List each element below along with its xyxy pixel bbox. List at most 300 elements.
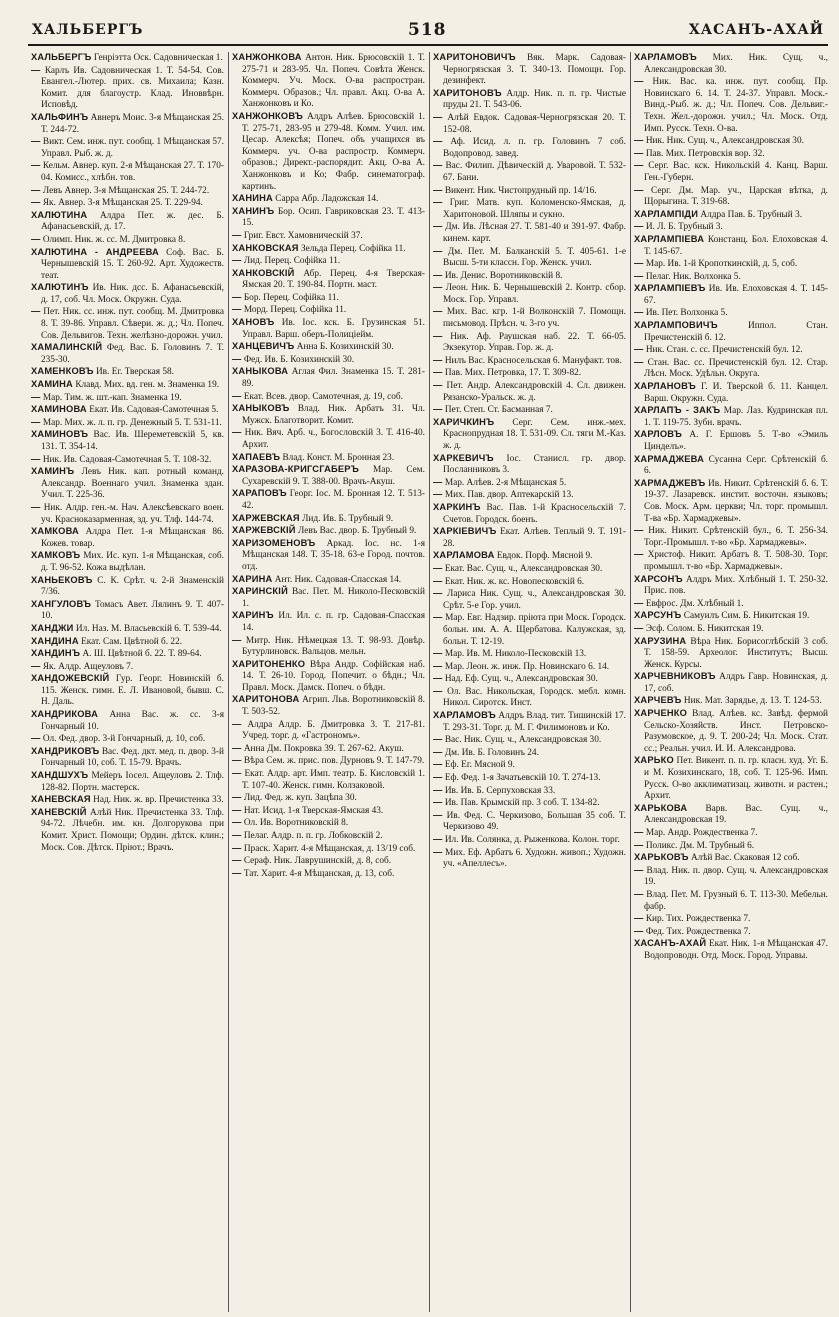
- entry-details: Ив. Ег. Тверская 58.: [95, 367, 174, 378]
- entry-surname: ХАНДИНЪ: [31, 648, 81, 659]
- directory-entry: [433, 380, 626, 404]
- entry-details: Леон. Ник. Б. Чернышевскій 2. Контр. сбор. Моск. Гор. Управл.: [443, 283, 626, 305]
- directory-entry: [31, 234, 224, 247]
- entry-details: Над. Еф. Сущ. ч., Александровская 30.: [444, 674, 598, 685]
- entry-details: Мар. Мих. ж. л. п. гр. Денежный 5. Т. 531-11.: [42, 417, 222, 428]
- entry-surname: —: [232, 304, 242, 315]
- entry-details: Алдра Пет. ж. дес. Б. Афанасьевскій, д. 17.: [41, 210, 224, 233]
- entry-details: Аркад. Іос. нс. 1-я Мѣщанская 148. Т. 35-18. 63-е Город. почтов. отд.: [242, 538, 426, 572]
- entry-surname: ХАМИНОВЪ: [31, 429, 89, 440]
- entry-details: Ив. Ник. дсс. Б. Афанасьевскій, д. 17, соб. Чл. Моск. Окружн. Суда.: [41, 283, 224, 305]
- directory-entry: [232, 230, 425, 243]
- entry-surname: ХАРЖЕВСКІЙ: [232, 525, 296, 536]
- entry-details: Пелаг. Алдр. п. п. гр. Лобковскій 2.: [243, 831, 383, 841]
- directory-entry: [433, 502, 626, 526]
- entry-details: Гур. Георг. Новинскій б. 115. Женск. гимн. Е. Л. Ивановой, бывш. С. Н. Даль.: [41, 674, 224, 708]
- entry-surname: ХАРЖЕВСКАЯ: [232, 512, 300, 523]
- entry-surname: ХАНЬЕКОВЪ: [31, 574, 93, 585]
- entry-details: Екат. Алдр. арт. Имп. театр. Б. Кисловскій 1. Т. 107-40. Женск. гимн. Колзаковой.: [242, 769, 425, 791]
- directory-entry: [232, 635, 425, 659]
- directory-entry: [433, 355, 626, 368]
- entry-surname: —: [634, 549, 644, 560]
- directory-entry: [634, 708, 828, 755]
- entry-surname: ХАРЬКОВЪ: [634, 852, 689, 863]
- entry-details: Евфрос. Дм. Хлѣбный 1.: [645, 598, 744, 609]
- entry-surname: ХАРЬКО: [634, 755, 674, 766]
- entry-details: Ник. Вас. ка. инж. пут. сообщ. Пр. Новинскаго 6. 14. Т. 24-37. Управл. Моск.-Винд.-Рыб. ж. д.; Чл. Попеч. Сов. Дельвиг.-Техн. Жел.-дорожн. учил.; Чл. Моск. Отд. Имп. Русск. Техн. О-ва.: [644, 77, 828, 134]
- entry-surname: ХАНДЖИ: [31, 622, 74, 633]
- entry-details: Ол. Фед. двор. 3-й Гончарный, д. 10, соб.: [42, 734, 206, 745]
- directory-entry: [433, 136, 626, 160]
- entry-details: Влад. Конст. М. Бронная 23.: [282, 452, 395, 463]
- directory-entry: [433, 550, 626, 563]
- entry-details: Мар. Тим. ж. шт.-кап. Знаменка 19.: [42, 392, 182, 403]
- entry-details: Христоф. Никит. Арбатъ 8. Т. 508-30. Торг. промышл. т-во «Бр. Хармаджевы».: [644, 550, 828, 572]
- directory-entry: [31, 342, 224, 366]
- directory-entry: [232, 111, 425, 193]
- entry-surname: —: [433, 489, 443, 500]
- directory-entry: [634, 840, 828, 853]
- column-4: [631, 52, 832, 1312]
- directory-entry: [433, 112, 626, 136]
- entry-surname: —: [433, 160, 443, 171]
- entry-details: Серг. Дм. Мар. уч., Царская вѣтка, д. Щорыгина. Т. 319-68.: [644, 185, 828, 208]
- entry-details: А. Ш. Цвѣтной б. 22. Т. 89-64.: [82, 649, 202, 660]
- directory-entry: [433, 734, 626, 747]
- directory-entry: [232, 354, 425, 367]
- entry-details: Алдра Алдр. Б. Дмитровка 3. Т. 217-81. Учред. торг. д. «Гастрономъ».: [242, 719, 425, 742]
- entry-surname: ХАНДОЖЕВСКІЙ: [31, 673, 110, 684]
- entry-surname: —: [232, 804, 242, 815]
- entry-surname: ХАРУЗИНА: [634, 635, 687, 646]
- entry-details: Нилъ Вас. Красносельская 6. Мануфакт. тов.: [444, 355, 622, 366]
- directory-entry: [634, 221, 828, 234]
- entry-details: Пет. Степ. Ст. Басманная 7.: [444, 405, 553, 416]
- entry-details: Вѣра Андр. Софійская наб. 14. Т. 26-10. Город. Попечит. о бѣдн.; Чл. Правл. Моск. Дамск. Попеч. о бѣдн.: [242, 659, 425, 693]
- entry-surname: ХАРИНСКІЙ: [232, 586, 288, 597]
- directory-entry: [232, 341, 425, 354]
- entry-details: Іос. Станисл. гр. двор. Посланниковъ 3.: [443, 453, 626, 476]
- entry-surname: ХАЛЮТИНЪ: [31, 282, 89, 293]
- directory-entry: [232, 817, 425, 830]
- entry-surname: ХАРЛАМОВЪ: [433, 710, 496, 721]
- entry-details: Екат. Всев. двор. Самотечная, д. 19, соб.: [243, 391, 403, 402]
- directory-entry: [31, 733, 224, 746]
- entry-details: Тат. Харит. 4-я Мѣщанская, д. 13, соб.: [243, 868, 395, 879]
- entry-surname: ХАНДРИКОВА: [31, 709, 99, 720]
- entry-surname: ХАНЕВСКІЙ: [31, 806, 87, 817]
- entry-surname: —: [232, 427, 242, 438]
- entry-details: Пав. Мих. Петровскія вор. 32.: [645, 148, 765, 159]
- directory-entry: [232, 610, 425, 634]
- directory-entry: [31, 210, 224, 234]
- entry-details: Мих. Ник. Сущ. ч., Александровская 30.: [644, 53, 828, 75]
- entry-details: Вас. Ив. Шереметевскій 5, кв. 131. Т. 354-14.: [41, 430, 224, 452]
- directory-entry: [232, 304, 425, 317]
- directory-entry: [31, 429, 224, 453]
- directory-entry: [433, 367, 626, 380]
- entry-details: Вас. Филип. Дѣвическій д. Уваровой. Т. 532-67. Бани.: [443, 161, 626, 183]
- entry-surname: —: [433, 648, 443, 659]
- entry-details: Пав. Мих. Петровка, 17. Т. 309-82.: [444, 368, 582, 379]
- entry-details: Морд. Перец. Софійка 11.: [243, 305, 347, 316]
- directory-entry: [232, 255, 425, 268]
- entry-details: Вяк. Марк. Садовая-Черногрязская 3. Т. 340-13. Помощн. Гор. дезинфект.: [443, 53, 627, 87]
- entry-details: Алдръ Гавр. Новинская, д. 17, соб.: [644, 672, 828, 694]
- entry-details: Стан. Вас. сс. Пречистенскій бул. 12. Стар. Лѣсн. Моск. Удѣльн. Округа.: [644, 357, 829, 380]
- entry-surname: ХАРЛАМПІДИ: [634, 208, 699, 219]
- directory-entry: [634, 405, 828, 429]
- directory-entry: [433, 834, 626, 847]
- entry-details: Абр. Перец. 4-я Тверская-Ямская 20. Т. 190-84. Портн. маст.: [242, 268, 425, 291]
- entry-details: Ив. Пет. Волхонка 5.: [645, 308, 728, 319]
- directory-entry: [634, 827, 828, 840]
- entry-surname: —: [634, 827, 644, 837]
- entry-details: Кир. Тих. Рождественка 7.: [645, 914, 751, 925]
- directory-entry: [232, 586, 425, 610]
- entry-surname: ХАНДРИКОВЪ: [31, 745, 100, 756]
- directory-entry: [433, 686, 626, 710]
- entry-surname: —: [433, 685, 443, 696]
- directory-entry: [634, 623, 828, 636]
- entry-details: Левъ Вас. двор. Б. Трубный 9.: [297, 526, 417, 537]
- directory-entry: [433, 759, 626, 772]
- directory-entry: [433, 648, 626, 661]
- directory-entry: [433, 52, 626, 88]
- entry-surname: ХАРИЧКИНЪ: [433, 416, 495, 427]
- entry-surname: —: [634, 913, 644, 924]
- entry-details: И. Л. Б. Трубный 3.: [645, 222, 723, 233]
- entry-surname: —: [232, 390, 242, 401]
- entry-details: Самуилъ Сим. Б. Никитская 19.: [683, 611, 810, 622]
- directory-entry: [232, 525, 425, 538]
- entry-surname: —: [433, 380, 443, 391]
- directory-entry: [634, 926, 828, 939]
- entry-details: Як. Авнер. 3-я Мѣщанская 25. Т. 229-94.: [42, 198, 203, 209]
- directory-entry: [433, 331, 626, 355]
- directory-entry: [31, 112, 224, 136]
- entry-surname: ХАРИНА: [232, 573, 273, 584]
- entry-surname: —: [634, 258, 644, 269]
- entry-surname: —: [634, 147, 644, 158]
- entry-details: Ив. Пав. Крымскій пр. 3 соб. Т. 134-82.: [444, 798, 600, 809]
- entry-details: Еф. Ег. Мясной 9.: [444, 760, 515, 771]
- entry-details: Алдр. Ник. п. п. гр. Чистые пруды 21. Т. 543-06.: [443, 88, 627, 111]
- entry-surname: ХАПАЕВЪ: [232, 451, 281, 462]
- entry-surname: —: [31, 660, 41, 671]
- entry-details: Алѣй Вас. Скаковая 12 соб.: [690, 853, 800, 864]
- directory-entry: [232, 206, 425, 230]
- entry-surname: ХАРИТОНОВЪ: [433, 87, 502, 98]
- entry-surname: —: [433, 184, 443, 195]
- entry-details: Ив. Фед. С. Черкизово, Большая 35 соб. Т. Черкизово 49.: [443, 810, 626, 833]
- entry-surname: ХАНИНЪ: [232, 205, 275, 216]
- entry-details: А. Г. Ершовъ 5. Т-во «Эмиль Цинделъ».: [644, 430, 829, 452]
- entry-details: Фед. Тих. Рождественка 7.: [645, 926, 751, 937]
- directory-entry: [232, 488, 425, 512]
- entry-surname: —: [232, 855, 242, 866]
- entry-details: Ол. Вас. Никольская, Городск. мебл. комн. Никол. Сиротск. Инст.: [443, 686, 626, 709]
- directory-entry: [232, 427, 425, 451]
- entry-details: Бор. Перец. Софійка 11.: [243, 292, 339, 303]
- directory-entry: [634, 478, 828, 525]
- entry-details: Авнеръ Моис. 3-я Мѣщанская 25. Т. 244-72.: [41, 112, 224, 135]
- entry-details: Алѣй Ник. Пречистенка 33. Тлф. 94-72. Лѣчебн. им. кн. Долгорукова при Комит. Христ. Помощи; Ордин. дѣтск. клин.; Моск. Сов. Дѣтск. Пріют.; Врачъ.: [41, 807, 225, 853]
- entry-surname: ХАНДИНА: [31, 635, 79, 646]
- entry-details: Кельм. Авнер. куп. 2-я Мѣщанская 27. Т. 170-04. Комисс., хлѣбн. тов.: [41, 161, 225, 183]
- directory-entry: [31, 673, 224, 709]
- entry-surname: ХАЛЮТИНА - АНДРЕЕВА: [31, 246, 159, 257]
- entry-surname: —: [232, 229, 242, 240]
- entry-details: Влад. Алѣев. кс. Завѣд. фермой Сельско-Хозяйств. Инст. Петровско-Разумовское, д. 9. Т. 200-24; Чл. Моск. Стат. сс.; Реальн. учил. И. И. Александрова.: [644, 709, 828, 754]
- directory-entry: [232, 193, 425, 206]
- entry-details: Екат. Ив. Садовая-Самотечная 5.: [89, 405, 219, 416]
- directory-entry: [232, 574, 425, 587]
- directory-entry: [634, 755, 828, 802]
- directory-entry: [232, 538, 425, 574]
- directory-entry: [232, 403, 425, 427]
- entry-details: Мейеръ Іосел. Ащеуловъ 2. Тлф. 128-82. Портн. мастерск.: [41, 771, 224, 793]
- directory-entry: [634, 574, 828, 598]
- directory-entry: [232, 391, 425, 404]
- entry-details: Г. И. Тверской б. 11. Канцел. Варш. Окружн. Суда.: [644, 382, 828, 404]
- entry-surname: —: [433, 772, 443, 783]
- entry-details: Алдра Пет. 1-я Мѣщанская 86. Кожев. товар.: [41, 527, 224, 549]
- entry-surname: —: [433, 759, 443, 770]
- entry-surname: ХАРМАДЖЕВЪ: [634, 477, 706, 488]
- entry-surname: ХАРАПОВЪ: [232, 488, 287, 499]
- entry-details: Як. Алдр. Ащеуловъ 7.: [42, 661, 134, 672]
- entry-details: Сераф. Ник. Лаврушинскій, д. 8, соб.: [243, 856, 392, 867]
- entry-details: Эсф. Солом. Б. Никитская 19.: [645, 623, 764, 634]
- entry-details: Алдра Пав. Б. Трубный 3.: [700, 209, 803, 220]
- entry-details: Ант. Ник. Садовая-Спасская 14.: [274, 574, 402, 585]
- entry-details: Мар. Леон. ж. инж. Пр. Новинскаго 6. 14.: [444, 661, 610, 672]
- directory-entry: [634, 234, 828, 258]
- entry-surname: —: [433, 562, 443, 573]
- entry-surname: —: [433, 784, 443, 795]
- directory-entry: [433, 489, 626, 502]
- directory-entry: [31, 661, 224, 674]
- entry-surname: ХАРЧЕВНИКОВЪ: [634, 671, 716, 682]
- entry-surname: ХАРИТОНЕНКО: [232, 658, 306, 669]
- entry-surname: ХАРЛАМОВА: [433, 550, 495, 561]
- directory-entry: [433, 185, 626, 198]
- entry-details: Иппол. Стан. Пречистенскій б. 12.: [644, 321, 828, 343]
- entry-surname: —: [433, 111, 443, 122]
- entry-surname: —: [634, 221, 644, 232]
- directory-entry: [232, 805, 425, 818]
- entry-surname: —: [634, 270, 644, 281]
- directory-entry: [634, 307, 828, 320]
- entry-surname: ХАРИНЪ: [232, 610, 274, 621]
- directory-entry: [634, 865, 828, 889]
- entry-surname: —: [232, 718, 242, 729]
- directory-entry: [31, 526, 224, 550]
- entry-details: Томасъ Авет. Лялинъ 9. Т. 407-10.: [41, 599, 224, 622]
- directory-entry: [634, 695, 828, 708]
- entry-surname: ХАМЕНКОВЪ: [31, 366, 94, 377]
- directory-entry: [634, 357, 828, 381]
- directory-entry: [31, 404, 224, 417]
- directory-entry: [232, 868, 425, 881]
- entry-surname: —: [634, 307, 644, 318]
- entry-surname: ХАМКОВА: [31, 526, 79, 537]
- directory-entry: [232, 792, 425, 805]
- directory-entry: [31, 417, 224, 430]
- entry-surname: —: [31, 501, 41, 512]
- entry-surname: —: [433, 306, 443, 317]
- entry-details: Левъ Ник. кап. ротный команд. Александр. Военнаго учил. Знаменка здан. Учил. Т. 225-36.: [41, 467, 225, 501]
- entry-details: Викент. Ник. Чистопрудный пр. 14/16.: [444, 185, 597, 196]
- directory-entry: [433, 306, 626, 330]
- entry-surname: —: [31, 391, 41, 402]
- entry-surname: ХАЛЮТИНА: [31, 209, 88, 220]
- directory-entry: [433, 404, 626, 417]
- header-right-word: ХАСАНЪ-АХАЙ: [688, 22, 824, 38]
- directory-entry: [634, 429, 828, 453]
- directory-entry: [31, 52, 224, 65]
- entry-surname: —: [433, 282, 443, 293]
- entry-details: Алдръ Мих. Хлѣбный 1. Т. 250-32. Прис. пов.: [644, 574, 828, 597]
- entry-surname: —: [232, 867, 242, 878]
- entry-details: Ник. Никит. Срѣтенскій бул., 6. Т. 256-34. Торг.-Промышл. т-во «Бр. Хармаджевы».: [644, 526, 828, 548]
- entry-surname: —: [232, 842, 242, 853]
- directory-entry: [433, 282, 626, 306]
- entry-surname: —: [232, 830, 242, 840]
- directory-entry: [31, 550, 224, 574]
- entry-surname: ХАНДШУХЪ: [31, 770, 89, 781]
- entry-details: Нат. Исид. 1-я Тверская-Ямская 43.: [243, 805, 384, 816]
- entry-details: Екат. Ник. 1-я Мѣщанская 47. Водопроводн. Отд. Моск. Город. Управы.: [644, 939, 828, 961]
- entry-details: Ник. Ник. Сущ. ч., Александровская 30.: [645, 136, 804, 147]
- entry-details: Мар. Андр. Рождественка 7.: [645, 828, 758, 838]
- directory-entry: [433, 417, 626, 453]
- entry-details: Мар. Евг. Надзир. пріюта при Моск. Городск. больн. им. А. А. Щербатова. Калужская, зд. больн. Т. 12-19.: [443, 613, 626, 647]
- entry-surname: —: [433, 197, 443, 208]
- entry-details: Лариса Ник. Сущ. ч., Александровская 30. Срѣт. 5-е Гор. учил.: [443, 589, 627, 611]
- directory-entry: [31, 770, 224, 794]
- column-3: [430, 52, 631, 1312]
- entry-details: Сарра Абр. Ладожская 14.: [275, 194, 379, 205]
- entry-details: Анна Б. Козихинскій 30.: [296, 342, 394, 353]
- entry-details: Вас. Пав. 1-й Красносельскій 7. Счетов. Городск. боенъ.: [443, 502, 626, 525]
- entry-surname: —: [433, 734, 443, 745]
- entry-details: Ил. Наз. М. Власьевскій 6. Т. 539-44.: [75, 623, 222, 634]
- directory-entry: [31, 636, 224, 649]
- entry-surname: —: [634, 135, 644, 146]
- directory-entry: [634, 889, 828, 913]
- directory-entry: [634, 271, 828, 284]
- entry-details: Праск. Харит. 4-я Мѣщанская, д. 13/19 соб.: [243, 843, 416, 854]
- entry-details: Вас. Пет. М. Николо-Песковскій 1.: [242, 587, 425, 609]
- entry-details: Мар. Алѣев. 2-я Мѣщанская 5.: [444, 477, 567, 488]
- entry-details: Викт. Сем. инж. пут. сообщ. 1 Мѣщанская 57. Управл. Рыб. ж. д.: [41, 137, 224, 159]
- directory-entry: [232, 292, 425, 305]
- directory-entry: [433, 88, 626, 112]
- entry-details: Мар. Лаз. Кудринская пл. 1. Т. 119-75. Зубн. врачъ.: [644, 406, 828, 428]
- entry-surname: ХАЛЬФИНЪ: [31, 111, 89, 122]
- directory-entry: [433, 576, 626, 589]
- entry-details: Дм. Пет. М. Балканскій 5. Т. 405-61. 1-е Высш. 5-ти классн. Гор. Женск. учил.: [443, 246, 626, 269]
- directory-entry: [433, 785, 626, 798]
- entry-details: Серг. Сем. инж.-мех. Краснопрудная 18. Т. 531-09. Сл. тяги М.-Каз. ж. д.: [443, 417, 626, 451]
- entry-surname: ХАРЛОВЪ: [634, 429, 683, 440]
- entry-surname: ХАНЫКОВА: [232, 366, 289, 377]
- directory-entry: [433, 453, 626, 477]
- directory-entry: [232, 743, 425, 756]
- entry-surname: —: [31, 416, 41, 427]
- entry-details: Алдръ Алѣев. Брюсовскій 1. Т. 275-71, 283-95 и 279-48. Комм. Учил. им. Цесар. Алексѣя; Попеч. объ учащихся въ Коммерч. уч. О-ва распростр. Коммерч. образов.; Директ.-распорядит. Акц. О-ва А. Ханжонковъ и Ко; Фабр. синематограф. картинъ.: [242, 111, 425, 192]
- entry-details: Екат. Ник. ж. кс. Новопесковскій 6.: [444, 576, 585, 587]
- directory-entry: [433, 246, 626, 270]
- directory-entry: [232, 768, 425, 792]
- entry-surname: —: [433, 673, 443, 684]
- directory-entry: [634, 258, 828, 271]
- entry-details: Алдръ Влад. тит. Тишинскій 17. Т. 293-31. Торг. д. М. Г. Филимоновъ и Ко.: [443, 711, 626, 733]
- entry-details: Лид. Перец. Софійка 11.: [243, 256, 341, 267]
- directory-entry: [433, 710, 626, 734]
- directory-entry: [433, 477, 626, 490]
- entry-surname: —: [31, 233, 41, 244]
- entry-surname: —: [232, 255, 242, 266]
- directory-entry: [433, 221, 626, 245]
- entry-surname: —: [433, 136, 443, 147]
- entry-details: Лид. Ив. Б. Трубный 9.: [302, 513, 394, 524]
- directory-entry: [433, 270, 626, 283]
- entry-details: Вѣра Сем. ж. прис. пов. Дурновъ 9. Т. 147-79.: [243, 756, 425, 767]
- entry-details: Ив. Денис. Воротниковскій 8.: [444, 270, 563, 281]
- directory-entry: [634, 344, 828, 357]
- entry-details: Серг. Вас. кск. Никольскій 4. Канц. Варш. Ген.-Губерн.: [644, 161, 829, 183]
- entry-details: Влад. Ник. п. двор. Сущ. ч. Александровская 19.: [644, 865, 829, 888]
- entry-surname: —: [433, 612, 443, 623]
- entry-surname: —: [433, 367, 443, 378]
- entry-surname: —: [232, 768, 242, 779]
- entry-surname: —: [634, 597, 644, 608]
- entry-surname: —: [232, 353, 242, 364]
- directory-entry: [232, 317, 425, 341]
- directory-entry: [433, 526, 626, 550]
- entry-details: Влад. Пет. М. Грузный 6. Т. 113-30. Мебельн. фабр.: [644, 889, 828, 912]
- directory-entry: [31, 379, 224, 392]
- directory-entry: [634, 938, 828, 962]
- entry-surname: —: [634, 76, 644, 87]
- entry-surname: ХАНЫКОВЪ: [232, 403, 290, 414]
- entry-details: Лид. Фед. ж. куп. Зацѣпа 30.: [243, 793, 357, 804]
- entry-surname: ХАРЛАМПОВИЧЪ: [634, 320, 718, 331]
- entry-details: Вас. Фед. дкт. мед. п. двор. 3-й Гончарный 10, соб. Т. 15-79. Врачъ.: [41, 746, 225, 769]
- directory-entry: [31, 575, 224, 599]
- header-left-word: ХАЛЬБЕРГЪ: [32, 22, 144, 38]
- entry-surname: —: [433, 797, 443, 808]
- entry-surname: ХАРИЗОМЕНОВЪ: [232, 537, 316, 548]
- entry-details: Ник. Ив. Садовая-Самотечная 5. Т. 108-32.: [42, 454, 212, 465]
- directory-entry: [31, 709, 224, 733]
- entry-details: Влад. Ник. Арбатъ 31. Чл. Мужск. Благотворит. Комит.: [242, 404, 425, 426]
- entry-details: С. К. Срѣт. ч. 2-й Знаменскій 7/36.: [41, 575, 225, 598]
- directory-entry: [634, 913, 828, 926]
- directory-entry: [232, 513, 425, 526]
- entry-surname: —: [634, 344, 644, 355]
- directory-entry: [31, 807, 224, 854]
- entry-surname: —: [433, 846, 443, 857]
- directory-entry: [634, 52, 828, 76]
- directory-entry: [31, 648, 224, 661]
- directory-entry: [433, 810, 626, 834]
- directory-entry: [232, 755, 425, 768]
- entry-surname: ХАРКІЕВИЧЪ: [433, 526, 497, 537]
